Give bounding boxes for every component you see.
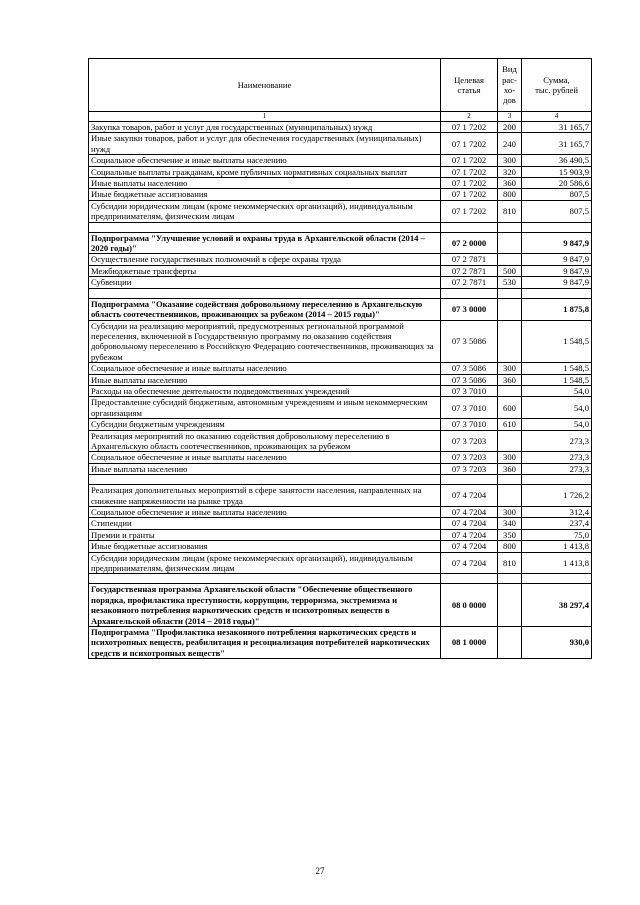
table-row <box>89 541 592 552</box>
row-vid: 500 <box>498 265 522 276</box>
row-name: Субсидии юридическим лицам (кроме некоммерческих организаций), индивидуальным предпринимателям, физическим лицам <box>89 200 441 222</box>
row-name: Иные закупки товаров, работ и услуг для обеспечения государственных (муниципальных) нужд <box>89 133 441 155</box>
row-name: Иные выплаты населению <box>89 374 441 385</box>
row-code: 07 1 7202 <box>441 166 498 177</box>
table-row <box>89 277 592 288</box>
row-name: Премии и гранты <box>89 529 441 540</box>
row-code: 07 3 7010 <box>441 397 498 419</box>
table-row <box>89 200 592 222</box>
table-row <box>89 385 592 396</box>
header-vid-line: хо- <box>503 85 516 95</box>
row-vid: 360 <box>498 463 522 474</box>
row-sum: 1 548,5 <box>522 363 592 374</box>
row-name: Осуществление государственных полномочий в сфере охраны труда <box>89 254 441 265</box>
row-vid <box>498 584 522 627</box>
row-sum: 20 586,6 <box>522 178 592 189</box>
empty-cell <box>89 574 441 584</box>
row-name: Социальное обеспечение и иные выплаты населению <box>89 155 441 166</box>
row-name: Подпрограмма "Профилактика незаконного потребления наркотических средств и психотропных веществ, реабилитация и ресоциализация потребителей наркотических средств и психотропных веществ" <box>89 627 441 659</box>
empty-cell <box>498 288 522 298</box>
row-vid <box>498 254 522 265</box>
row-vid: 810 <box>498 552 522 574</box>
row-vid: 800 <box>498 541 522 552</box>
header-vid-line: дов <box>503 95 516 106</box>
row-code: 07 4 7204 <box>441 507 498 518</box>
row-sum: 1 548,5 <box>522 320 592 363</box>
header-code: Целевая статья <box>441 59 498 112</box>
row-vid: 600 <box>498 397 522 419</box>
table-header-row <box>89 59 592 112</box>
row-vid <box>498 320 522 363</box>
row-code: 07 4 7204 <box>441 485 498 507</box>
table-row <box>89 529 592 540</box>
empty-cell <box>441 475 498 485</box>
row-code: 07 2 7871 <box>441 265 498 276</box>
row-name: Иные бюджетные ассигнования <box>89 189 441 200</box>
row-code: 08 1 0000 <box>441 627 498 659</box>
row-name: Государственная программа Архангельской области "Обеспечение общественного порядка, профилактика преступности, коррупции, терроризма, экстремизма и незаконного потребления наркотических средств и психотропных веществ в Архангельской области (2014 – 2018 годы)" <box>89 584 441 627</box>
row-sum: 31 165,7 <box>522 133 592 155</box>
row-vid: 300 <box>498 452 522 463</box>
column-number: 2 <box>441 112 498 122</box>
row-code: 07 1 7202 <box>441 189 498 200</box>
empty-cell <box>522 288 592 298</box>
row-sum: 9 847,9 <box>522 277 592 288</box>
row-name: Реализация дополнительных мероприятий в сфере занятости населения, направленных на снижение напряженности на рынке труда <box>89 485 441 507</box>
table-row <box>89 166 592 177</box>
table-row <box>89 155 592 166</box>
row-sum: 807,5 <box>522 200 592 222</box>
empty-cell <box>522 222 592 232</box>
row-name: Иные выплаты населению <box>89 463 441 474</box>
row-name: Социальное обеспечение и иные выплаты населению <box>89 363 441 374</box>
row-vid <box>498 385 522 396</box>
row-name: Межбюджетные трансферты <box>89 265 441 276</box>
header-vid-line: рас- <box>502 74 517 85</box>
row-vid: 530 <box>498 277 522 288</box>
row-name: Иные выплаты населению <box>89 178 441 189</box>
column-number: 1 <box>89 112 441 122</box>
row-sum: 1 413,8 <box>522 541 592 552</box>
row-sum: 312,4 <box>522 507 592 518</box>
table-row <box>89 397 592 419</box>
row-sum: 75,0 <box>522 529 592 540</box>
table-row <box>89 363 592 374</box>
budget-table-page <box>88 58 591 659</box>
table-row <box>89 584 592 627</box>
row-name: Стипендии <box>89 518 441 529</box>
empty-cell <box>498 574 522 584</box>
spacer-row <box>89 222 592 232</box>
row-vid: 800 <box>498 189 522 200</box>
table-row <box>89 627 592 659</box>
row-sum: 9 847,9 <box>522 232 592 254</box>
column-number: 3 <box>498 112 522 122</box>
empty-cell <box>89 222 441 232</box>
row-sum: 807,5 <box>522 189 592 200</box>
header-sum <box>522 59 592 112</box>
table-row <box>89 485 592 507</box>
table-row <box>89 298 592 320</box>
row-sum: 1 726,2 <box>522 485 592 507</box>
table-row <box>89 265 592 276</box>
row-sum: 930,0 <box>522 627 592 659</box>
table-row <box>89 463 592 474</box>
spacer-row <box>89 574 592 584</box>
row-sum: 54,0 <box>522 419 592 430</box>
row-vid: 340 <box>498 518 522 529</box>
header-sum-line: тыс. рублей <box>535 85 578 95</box>
row-name: Социальное обеспечение и иные выплаты населению <box>89 452 441 463</box>
empty-cell <box>522 475 592 485</box>
row-code: 07 3 5086 <box>441 374 498 385</box>
row-vid <box>498 232 522 254</box>
row-sum: 273,3 <box>522 430 592 452</box>
row-vid: 610 <box>498 419 522 430</box>
row-sum: 54,0 <box>522 397 592 419</box>
row-vid <box>498 485 522 507</box>
table-row <box>89 518 592 529</box>
row-vid <box>498 627 522 659</box>
row-sum: 9 847,9 <box>522 254 592 265</box>
row-name: Субсидии юридическим лицам (кроме некоммерческих организаций), индивидуальным предпринимателям, физическим лицам <box>89 552 441 574</box>
table-row <box>89 133 592 155</box>
row-name: Иные бюджетные ассигнования <box>89 541 441 552</box>
table-row <box>89 374 592 385</box>
row-vid: 300 <box>498 155 522 166</box>
row-name: Подпрограмма "Улучшение условий и охраны труда в Архангельской области (2014 – 2020 годы)" <box>89 232 441 254</box>
empty-cell <box>89 288 441 298</box>
row-sum: 273,3 <box>522 452 592 463</box>
row-sum: 1 875,8 <box>522 298 592 320</box>
row-name: Субвенции <box>89 277 441 288</box>
budget-table <box>88 58 592 659</box>
empty-cell <box>89 475 441 485</box>
row-name: Социальное обеспечение и иные выплаты населению <box>89 507 441 518</box>
row-name: Подпрограмма "Оказание содействия добровольному переселению в Архангельскую область соотечественников, проживающих за рубежом (2014 – 2015 годы)" <box>89 298 441 320</box>
row-sum: 15 903,9 <box>522 166 592 177</box>
row-name: Предоставление субсидий бюджетным, автономным учреждениям и иным некоммерческим организациям <box>89 397 441 419</box>
spacer-row <box>89 288 592 298</box>
row-vid <box>498 298 522 320</box>
row-code: 07 3 5086 <box>441 320 498 363</box>
row-code: 07 4 7204 <box>441 541 498 552</box>
row-vid: 320 <box>498 166 522 177</box>
table-row <box>89 254 592 265</box>
row-code: 07 3 7203 <box>441 452 498 463</box>
empty-cell <box>498 222 522 232</box>
table-row <box>89 232 592 254</box>
row-code: 07 3 7203 <box>441 463 498 474</box>
row-name: Расходы на обеспечение деятельности подведомственных учреждений <box>89 385 441 396</box>
row-code: 07 1 7202 <box>441 133 498 155</box>
row-sum: 1 548,5 <box>522 374 592 385</box>
spacer-row <box>89 475 592 485</box>
row-name: Субсидии на реализацию мероприятий, предусмотренных региональной программой переселения, включенной в Государственную программу по оказанию содействия добровольному переселению в Российскую Федерацию соотечественников, проживающих за рубежом <box>89 320 441 363</box>
table-row <box>89 552 592 574</box>
row-code: 07 3 7010 <box>441 419 498 430</box>
row-sum: 1 413,8 <box>522 552 592 574</box>
row-code: 08 0 0000 <box>441 584 498 627</box>
row-code: 07 3 0000 <box>441 298 498 320</box>
empty-cell <box>498 475 522 485</box>
row-code: 07 3 5086 <box>441 363 498 374</box>
row-code: 07 4 7204 <box>441 529 498 540</box>
header-vid <box>498 59 522 112</box>
row-code: 07 1 7202 <box>441 178 498 189</box>
column-number: 4 <box>522 112 592 122</box>
table-row <box>89 320 592 363</box>
empty-cell <box>522 574 592 584</box>
row-code: 07 3 7010 <box>441 385 498 396</box>
row-sum: 36 490,5 <box>522 155 592 166</box>
header-sum-line: Сумма, <box>543 74 570 85</box>
row-name: Социальные выплаты гражданам, кроме публичных нормативных социальных выплат <box>89 166 441 177</box>
row-code: 07 3 7203 <box>441 430 498 452</box>
row-sum: 273,3 <box>522 463 592 474</box>
row-code: 07 2 7871 <box>441 277 498 288</box>
header-vid-line: Вид <box>502 64 517 75</box>
row-vid: 300 <box>498 507 522 518</box>
table-row <box>89 507 592 518</box>
row-vid: 360 <box>498 374 522 385</box>
page-number: 27 <box>315 866 325 876</box>
row-code: 07 2 0000 <box>441 232 498 254</box>
row-name: Реализация мероприятий по оказанию содействия добровольному переселению в Архангельскую область соотечественников, проживающих за рубежом <box>89 430 441 452</box>
row-name: Закупка товаров, работ и услуг для государственных (муниципальных) нужд <box>89 122 441 133</box>
row-code: 07 1 7202 <box>441 200 498 222</box>
row-sum: 31 165,7 <box>522 122 592 133</box>
row-vid: 350 <box>498 529 522 540</box>
table-row <box>89 189 592 200</box>
row-vid: 200 <box>498 122 522 133</box>
row-vid: 360 <box>498 178 522 189</box>
row-sum: 237,4 <box>522 518 592 529</box>
row-vid: 300 <box>498 363 522 374</box>
row-code: 07 4 7204 <box>441 552 498 574</box>
row-sum: 38 297,4 <box>522 584 592 627</box>
empty-cell <box>441 288 498 298</box>
row-vid <box>498 430 522 452</box>
row-code: 07 4 7204 <box>441 518 498 529</box>
row-vid: 810 <box>498 200 522 222</box>
table-row <box>89 419 592 430</box>
table-row <box>89 452 592 463</box>
row-code: 07 1 7202 <box>441 155 498 166</box>
row-code: 07 1 7202 <box>441 122 498 133</box>
column-number-row <box>89 112 592 122</box>
empty-cell <box>441 222 498 232</box>
table-row <box>89 122 592 133</box>
row-sum: 9 847,9 <box>522 265 592 276</box>
empty-cell <box>441 574 498 584</box>
row-vid: 240 <box>498 133 522 155</box>
row-sum: 54,0 <box>522 385 592 396</box>
table-row <box>89 178 592 189</box>
table-row <box>89 430 592 452</box>
row-code: 07 2 7871 <box>441 254 498 265</box>
header-name: Наименование <box>89 59 441 112</box>
row-name: Субсидии бюджетным учреждениям <box>89 419 441 430</box>
